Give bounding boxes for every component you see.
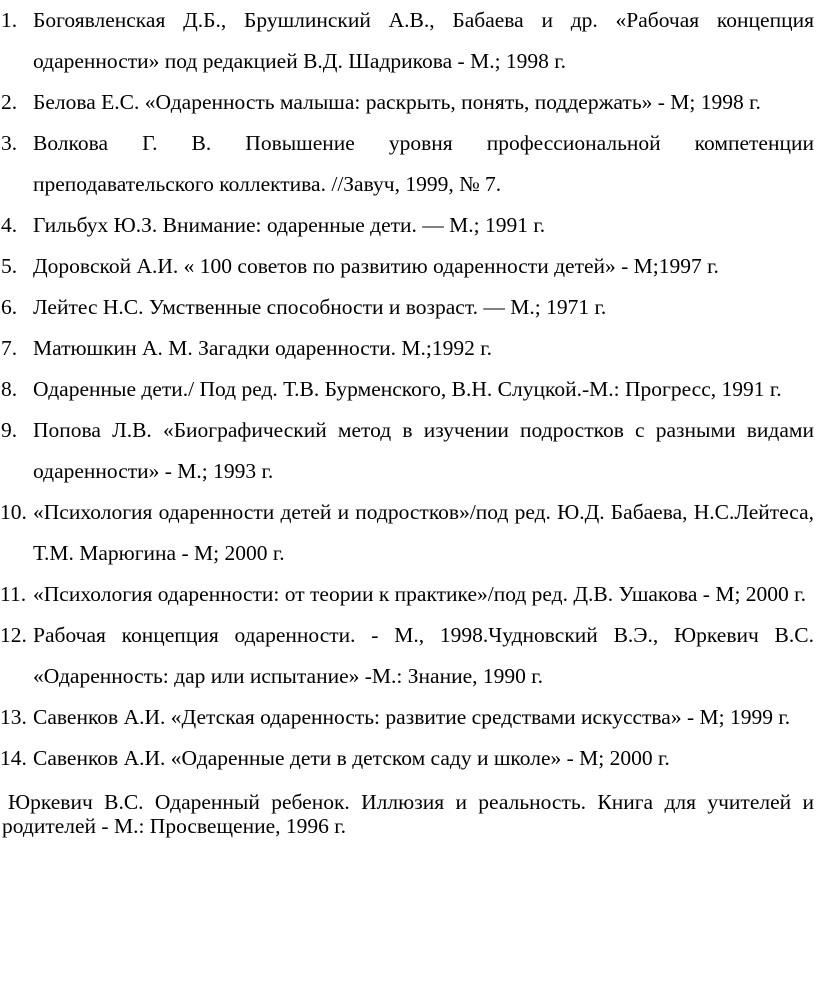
reference-text: Одаренные дети./ Под ред. Т.В. Бурменского, В.Н. Слуцкой.-М.: Прогресс, 1991 г. — [33, 377, 782, 401]
reference-text: Белова Е.С. «Одаренность малыша: раскрыть, понять, поддержать» - М; 1998 г. — [33, 90, 761, 114]
reference-item — [0, 738, 816, 779]
reference-text: «Психология одаренности: от теории к практике»/под ред. Д.В. Ушакова - М; 2000 г. — [33, 582, 806, 606]
reference-item — [0, 410, 816, 492]
reference-number: 5. — [1, 254, 18, 278]
reference-number: 4. — [1, 213, 18, 237]
reference-number: 12. — [0, 623, 27, 647]
reference-text: Рабочая концепция одаренности. - М., 1998.Чудновский В.Э., Юркевич В.С. «Одаренность: дар или испытание» -М.: Знание, 1990 г. — [33, 623, 814, 688]
reference-text: Попова Л.В. «Биографический метод в изучении подростков с разными видами одаренности» - М.; 1993 г. — [33, 418, 814, 483]
reference-item — [0, 0, 816, 82]
reference-item — [0, 615, 816, 697]
reference-number: 6. — [1, 295, 18, 319]
reference-number: 3. — [1, 131, 18, 155]
reference-text: Гильбух Ю.З. Внимание: одаренные дети. — М.; 1991 г. — [33, 213, 546, 237]
reference-number: 10. — [0, 500, 27, 524]
reference-item — [0, 205, 816, 246]
reference-text: Доровской А.И. « 100 советов по развитию одаренности детей» - М;1997 г. — [33, 254, 719, 278]
reference-item — [0, 82, 816, 123]
reference-text: Волкова Г. В. Повышение уровня профессиональной компетенции преподавательского коллектива. //Завуч, 1999, № 7. — [33, 131, 814, 196]
reference-text: Богоявленская Д.Б., Брушлинский А.В., Бабаева и др. «Рабочая концепция одаренности» под редакцией В.Д. Шадрикова - М.; 1998 г. — [33, 8, 814, 73]
reference-number: 2. — [1, 90, 18, 114]
reference-item — [0, 328, 816, 369]
reference-item — [0, 246, 816, 287]
reference-item — [0, 574, 816, 615]
reference-item — [0, 287, 816, 328]
reference-item — [0, 697, 816, 738]
reference-number: 11. — [0, 582, 27, 606]
reference-number: 9. — [1, 418, 18, 442]
reference-number: 8. — [1, 377, 18, 401]
reference-text: Лейтес Н.С. Умственные способности и возраст. — М.; 1971 г. — [33, 295, 607, 319]
reference-number: 14. — [0, 746, 27, 770]
reference-item — [0, 369, 816, 410]
reference-text: Савенков А.И. «Одаренные дети в детском саду и школе» - М; 2000 г. — [33, 746, 670, 770]
trailing-reference-paragraph: Юркевич В.С. Одаренный ребенок. Иллюзия и реальность. Книга для учителей и родителей - М.: Просвещение, 1996 г. — [2, 790, 814, 838]
reference-item — [0, 123, 816, 205]
reference-number: 13. — [0, 705, 27, 729]
reference-item — [0, 492, 816, 574]
reference-text: Матюшкин А. М. Загадки одаренности. М.;1992 г. — [33, 336, 493, 360]
reference-text: «Психология одаренности детей и подростков»/под ред. Ю.Д. Бабаева, Н.С.Лейтеса, Т.М. Марюгина - М; 2000 г. — [33, 500, 814, 565]
reference-number: 1. — [1, 8, 18, 32]
reference-text: Савенков А.И. «Детская одаренность: развитие средствами искусства» - М; 1999 г. — [33, 705, 791, 729]
reference-number: 7. — [1, 336, 18, 360]
